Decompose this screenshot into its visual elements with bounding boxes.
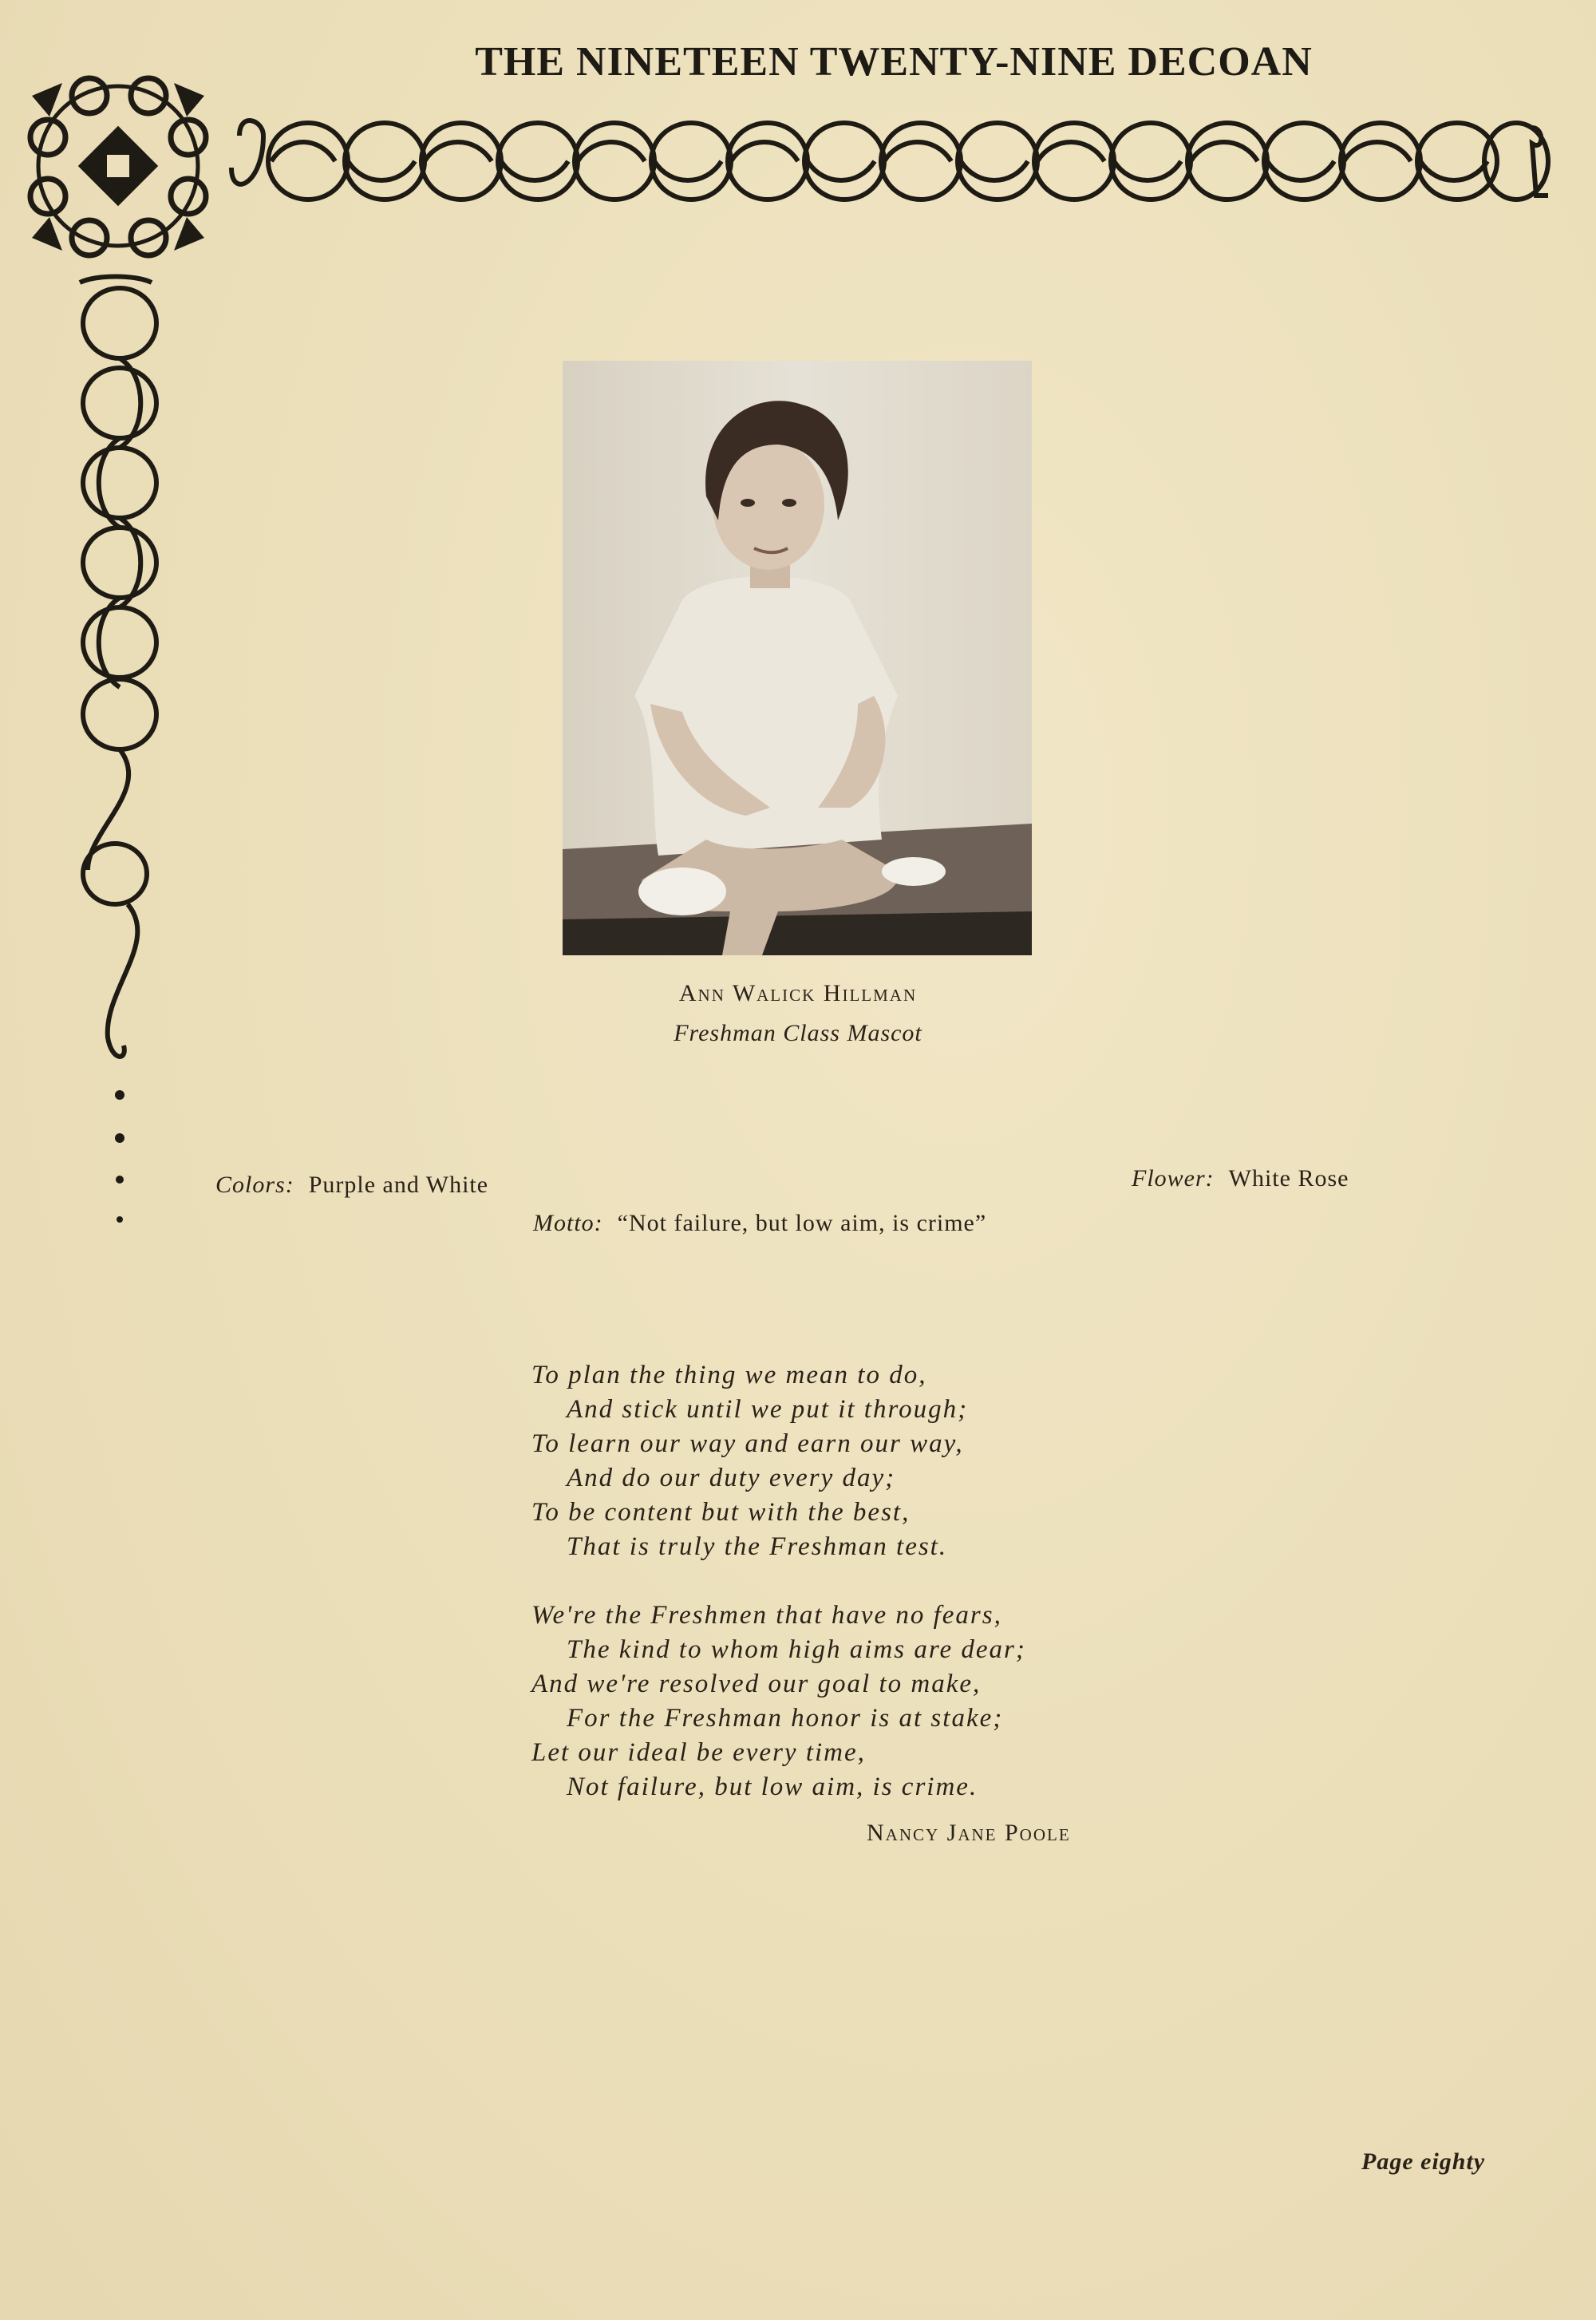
poem-line: Let our ideal be every time, (531, 1738, 866, 1767)
child-portrait-icon (563, 361, 1032, 955)
class-colors (215, 1172, 488, 1199)
class-motto (533, 1210, 986, 1237)
page-number: Page eighty (1361, 2148, 1486, 2175)
poem-line: The kind to whom high aims are dear; (567, 1635, 1026, 1664)
flower-value: White Rose (1228, 1165, 1349, 1192)
poem-line: And we're resolved our goal to make, (531, 1670, 982, 1698)
poem-line: And do our duty every day; (567, 1464, 896, 1492)
mascot-caption: Freshman Class Mascot (674, 1020, 922, 1046)
left-scroll-border (80, 277, 156, 1057)
mascot-photo (563, 361, 1032, 955)
poem-stanza-2 (531, 1599, 1154, 1804)
poem-line: For the Freshman honor is at stake; (567, 1704, 1004, 1733)
poem-line: To be content but with the best, (531, 1498, 911, 1527)
running-header: THE NINETEEN TWENTY-NINE DECOAN (475, 39, 1313, 85)
class-flower (1132, 1165, 1349, 1192)
poem-line: And stick until we put it through; (567, 1395, 969, 1424)
poem-line: To plan the thing we mean to do, (531, 1361, 927, 1389)
poem-line: We're the Freshmen that have no fears, (531, 1601, 1002, 1630)
poem-line: To learn our way and earn our way, (531, 1429, 964, 1458)
decorative-dots (115, 1090, 124, 1223)
colors-label: Colors: (215, 1172, 294, 1198)
colors-value: Purple and White (308, 1172, 489, 1198)
top-scroll-border (231, 121, 1548, 200)
motto-label: Motto: (533, 1210, 603, 1236)
poem (531, 1358, 1154, 1839)
motto-value: “Not failure, but low aim, is crime” (617, 1210, 987, 1236)
poem-line: Not failure, but low aim, is crime. (567, 1773, 978, 1801)
flower-label: Flower: (1132, 1165, 1215, 1192)
poem-line: That is truly the Freshman test. (567, 1532, 948, 1561)
corner-medallion-icon (30, 78, 206, 255)
mascot-name: Ann Walick Hillman (678, 980, 918, 1006)
poem-author: Nancy Jane Poole (867, 1820, 1071, 1846)
poem-stanza-1 (531, 1358, 1154, 1564)
